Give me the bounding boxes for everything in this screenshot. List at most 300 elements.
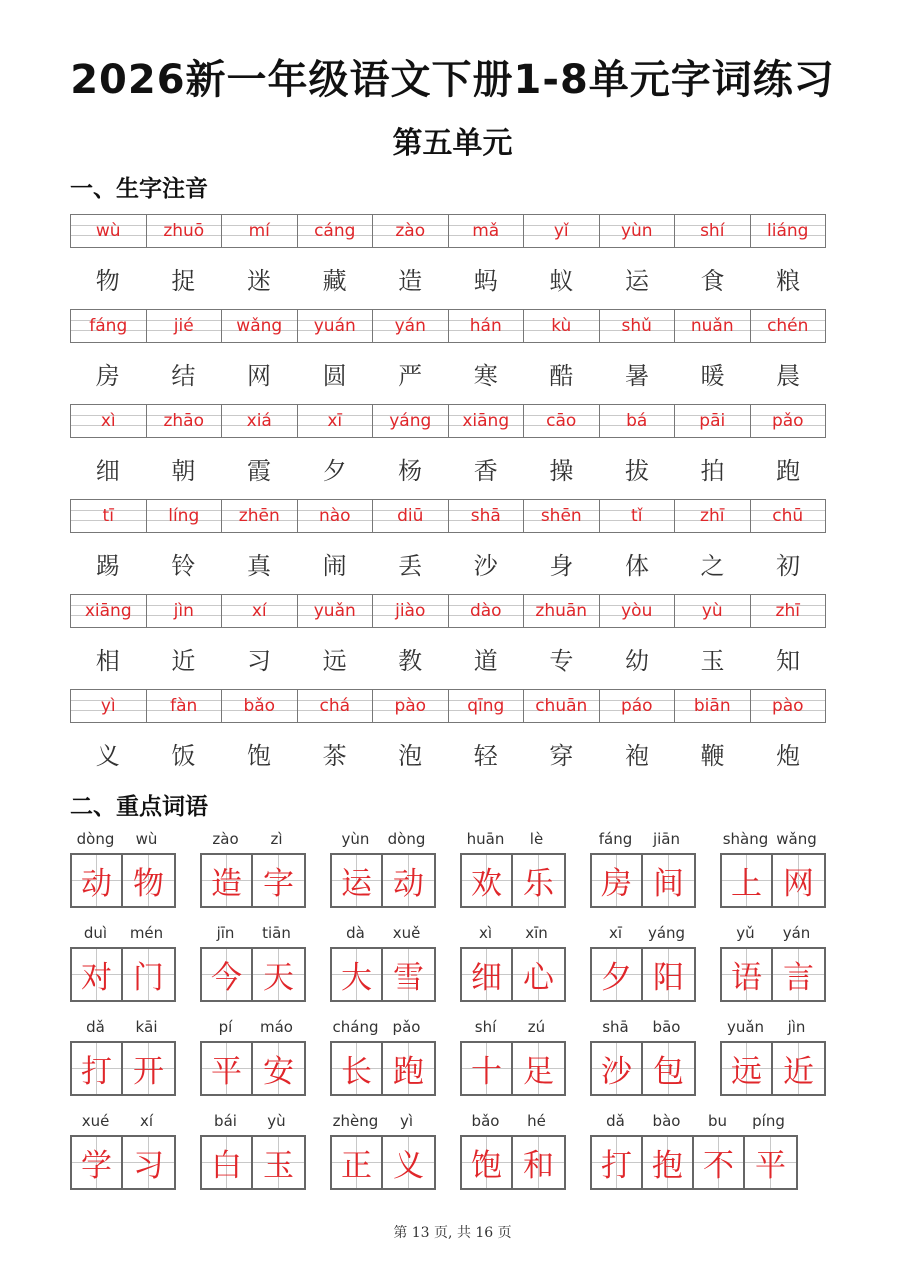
- word-item: [590, 924, 696, 1002]
- character-cell: 之: [700, 552, 725, 580]
- character-cell: 操: [549, 457, 574, 485]
- pinyin-cell: xiāng: [449, 405, 525, 437]
- word-pinyin-syllable: yù: [267, 1112, 286, 1130]
- pinyin-cell: pào: [771, 696, 804, 716]
- tian-grid-box: [200, 947, 306, 1002]
- word-character: 和: [513, 1137, 564, 1188]
- word-item: [200, 924, 306, 1002]
- word-character: 长: [332, 1043, 383, 1094]
- word-character: 十: [462, 1043, 513, 1094]
- word-character: 跑: [383, 1043, 434, 1094]
- word-item: [330, 924, 436, 1002]
- character-cell: 造: [398, 267, 423, 295]
- word-item: [460, 830, 566, 908]
- character-cell: 泡: [398, 742, 423, 770]
- pinyin-cell: hán: [449, 310, 525, 342]
- word-item: [70, 1112, 176, 1190]
- pinyin-cell: chuān: [524, 690, 600, 722]
- word-item: [200, 1018, 306, 1096]
- word-character: 饱: [462, 1137, 513, 1188]
- pinyin-cell: biān: [675, 690, 751, 722]
- tian-grid-box: [330, 1041, 436, 1096]
- word-item: [590, 830, 696, 908]
- pinyin-cell: zào: [373, 215, 449, 247]
- word-pinyin: [590, 1112, 794, 1132]
- word-character: 抱: [643, 1137, 694, 1188]
- pinyin-cell: yì: [71, 690, 147, 722]
- pinyin-cell: bǎo: [222, 690, 298, 722]
- character-cell: 道: [473, 647, 498, 675]
- pinyin-cell: jié: [147, 310, 223, 342]
- pinyin-cell: mí: [222, 215, 298, 247]
- word-pinyin: [720, 830, 822, 850]
- pinyin-cell: kù: [524, 310, 600, 342]
- pinyin-cell: diū: [373, 500, 449, 532]
- word-character: 动: [72, 855, 123, 906]
- character-cell: 沙: [473, 552, 498, 580]
- character-row: [70, 628, 826, 689]
- pinyin-cell: yǐ: [524, 215, 600, 247]
- word-pinyin-syllable: bāo: [652, 1018, 681, 1036]
- word-character: 大: [332, 949, 383, 1000]
- word-pinyin-syllable: cháng: [332, 1018, 379, 1036]
- tian-grid-box: [460, 853, 566, 908]
- pinyin-cell: yuán: [298, 310, 374, 342]
- word-character: 动: [383, 855, 434, 906]
- character-cell: 教: [398, 647, 423, 675]
- word-pinyin-syllable: dòng: [76, 830, 115, 848]
- word-pinyin: [720, 1018, 822, 1038]
- word-pinyin: [460, 1112, 562, 1132]
- character-cell: 玉: [700, 647, 725, 675]
- character-cell: 闹: [322, 552, 347, 580]
- word-item: [720, 924, 826, 1002]
- character-row: [70, 248, 826, 309]
- tian-grid-box: [70, 1041, 176, 1096]
- word-pinyin-syllable: shí: [474, 1018, 497, 1036]
- character-cell: 义: [95, 742, 120, 770]
- word-pinyin-syllable: bǎo: [471, 1112, 500, 1130]
- pinyin-cell: tī: [71, 500, 147, 532]
- pinyin-cell: chū: [772, 506, 804, 526]
- word-pinyin-syllable: bái: [214, 1112, 237, 1130]
- word-pinyin-syllable: wǎng: [776, 830, 817, 848]
- character-cell: 专: [549, 647, 574, 675]
- character-cell: 炮: [776, 742, 801, 770]
- pinyin-cell: yáng: [373, 405, 449, 437]
- pinyin-cell: mǎ: [449, 215, 525, 247]
- word-pinyin-syllable: bào: [652, 1112, 681, 1130]
- pinyin-cell: pāi: [675, 405, 751, 437]
- character-cell: 运: [624, 267, 649, 295]
- word-pinyin-syllable: yáng: [647, 924, 686, 942]
- tian-grid-box: [720, 853, 826, 908]
- pinyin-cell: pǎo: [771, 411, 804, 431]
- word-character: 房: [592, 855, 643, 906]
- character-cell: 捉: [171, 267, 196, 295]
- character-cell: 穿: [549, 742, 574, 770]
- pinyin-cell: páo: [600, 690, 676, 722]
- word-pinyin: [200, 830, 302, 850]
- word-pinyin-syllable: dà: [346, 924, 365, 942]
- tian-grid-box: [590, 1135, 798, 1190]
- pinyin-cell: shēn: [524, 500, 600, 532]
- pinyin-cell: qīng: [449, 690, 525, 722]
- word-character: 近: [773, 1043, 824, 1094]
- word-character: 足: [513, 1043, 564, 1094]
- tian-grid-box: [460, 1135, 566, 1190]
- character-cell: 饭: [171, 742, 196, 770]
- word-pinyin-syllable: zì: [270, 830, 283, 848]
- word-character: 远: [722, 1043, 773, 1094]
- word-pinyin-syllable: dǎ: [86, 1018, 105, 1036]
- character-cell: 结: [171, 362, 196, 390]
- pinyin-cell: yùn: [600, 215, 676, 247]
- word-pinyin-syllable: mén: [129, 924, 164, 942]
- word-character: 今: [202, 949, 253, 1000]
- pinyin-cell: xì: [71, 405, 147, 437]
- character-cell: 粮: [776, 267, 801, 295]
- character-cell: 迷: [246, 267, 271, 295]
- word-item: [460, 1018, 566, 1096]
- pinyin-cell: jiào: [373, 595, 449, 627]
- pinyin-cell: zhī: [675, 500, 751, 532]
- word-item: [200, 830, 306, 908]
- word-item: [330, 1018, 436, 1096]
- pinyin-cell: shā: [449, 500, 525, 532]
- word-pinyin-syllable: bu: [707, 1112, 728, 1130]
- word-pinyin: [330, 1112, 432, 1132]
- pinyin-cell: tǐ: [600, 500, 676, 532]
- character-cell: 近: [171, 647, 196, 675]
- tian-grid-box: [590, 947, 696, 1002]
- word-character: 对: [72, 949, 123, 1000]
- pinyin-cell: yù: [675, 595, 751, 627]
- tian-grid-box: [330, 1135, 436, 1190]
- word-pinyin-syllable: jìn: [787, 1018, 806, 1036]
- section-heading-characters: 一、生字注音: [70, 176, 208, 202]
- tian-grid-box: [720, 947, 826, 1002]
- tian-grid-box: [330, 947, 436, 1002]
- character-cell: 铃: [171, 552, 196, 580]
- word-character: 安: [253, 1043, 304, 1094]
- word-pinyin-syllable: xī: [608, 924, 623, 942]
- pinyin-cell: chén: [767, 316, 809, 336]
- word-character: 沙: [592, 1043, 643, 1094]
- word-pinyin-syllable: tiān: [262, 924, 291, 942]
- word-pinyin-syllable: lè: [529, 830, 544, 848]
- word-pinyin-syllable: fáng: [598, 830, 633, 848]
- word-character: 门: [123, 949, 174, 1000]
- tian-grid-box: [70, 1135, 176, 1190]
- word-character: 阳: [643, 949, 694, 1000]
- pinyin-cell: bá: [600, 405, 676, 437]
- word-pinyin-syllable: yì: [399, 1112, 414, 1130]
- character-cell: 蚂: [473, 267, 498, 295]
- word-pinyin-syllable: yùn: [341, 830, 370, 848]
- word-pinyin: [330, 924, 432, 944]
- word-pinyin-syllable: huān: [466, 830, 505, 848]
- word-character: 物: [123, 855, 174, 906]
- character-cell: 踢: [95, 552, 120, 580]
- word-pinyin-syllable: wù: [135, 830, 158, 848]
- word-character: 上: [722, 855, 773, 906]
- word-pinyin: [330, 1018, 432, 1038]
- word-pinyin-syllable: xué: [81, 1112, 110, 1130]
- word-pinyin-syllable: kāi: [135, 1018, 158, 1036]
- word-character: 打: [72, 1043, 123, 1094]
- word-pinyin-syllable: xīn: [525, 924, 548, 942]
- word-pinyin: [590, 1018, 692, 1038]
- word-pinyin-syllable: shàng: [722, 830, 769, 848]
- tian-grid-box: [460, 1041, 566, 1096]
- word-pinyin: [70, 924, 172, 944]
- pinyin-cell: zhēn: [222, 500, 298, 532]
- word-pinyin-syllable: duì: [83, 924, 108, 942]
- word-pinyin-syllable: zhèng: [332, 1112, 379, 1130]
- word-character: 间: [643, 855, 694, 906]
- character-cell: 真: [246, 552, 271, 580]
- character-cell: 饱: [246, 742, 271, 770]
- character-cell: 暑: [624, 362, 649, 390]
- character-cell: 初: [776, 552, 801, 580]
- word-pinyin-syllable: xuě: [392, 924, 421, 942]
- character-cell: 身: [549, 552, 574, 580]
- word-pinyin-syllable: xì: [478, 924, 493, 942]
- pinyin-cell: cāo: [524, 405, 600, 437]
- word-pinyin-syllable: dòng: [387, 830, 426, 848]
- word-item: [720, 830, 826, 908]
- character-cell: 藏: [322, 267, 347, 295]
- character-cell: 丢: [398, 552, 423, 580]
- word-item: [200, 1112, 306, 1190]
- pinyin-cell: líng: [147, 500, 223, 532]
- character-cell: 袍: [624, 742, 649, 770]
- character-cell: 跑: [776, 457, 801, 485]
- character-cell: 酷: [549, 362, 574, 390]
- character-cell: 轻: [473, 742, 498, 770]
- word-pinyin-syllable: zào: [212, 830, 239, 848]
- word-character: 语: [722, 949, 773, 1000]
- character-cell: 体: [624, 552, 649, 580]
- word-pinyin: [460, 1018, 562, 1038]
- word-pinyin-syllable: yǔ: [736, 924, 755, 942]
- word-character: 字: [253, 855, 304, 906]
- character-row: [70, 723, 826, 784]
- key-words-grid: [70, 830, 850, 1210]
- word-pinyin-syllable: xí: [139, 1112, 154, 1130]
- character-cell: 拔: [624, 457, 649, 485]
- word-item: [70, 830, 176, 908]
- word-item: [590, 1018, 696, 1096]
- character-pinyin-chart: [70, 214, 826, 784]
- word-character: 打: [592, 1137, 643, 1188]
- word-character: 义: [383, 1137, 434, 1188]
- pinyin-row: [70, 214, 826, 248]
- character-cell: 食: [700, 267, 725, 295]
- tian-grid-box: [330, 853, 436, 908]
- pinyin-cell: pào: [373, 690, 449, 722]
- word-pinyin-syllable: shā: [602, 1018, 629, 1036]
- character-cell: 暖: [700, 362, 725, 390]
- pinyin-cell: fáng: [71, 310, 147, 342]
- word-character: 开: [123, 1043, 174, 1094]
- character-cell: 远: [322, 647, 347, 675]
- tian-grid-box: [590, 1041, 696, 1096]
- tian-grid-box: [70, 947, 176, 1002]
- word-pinyin: [200, 1112, 302, 1132]
- word-pinyin: [460, 830, 562, 850]
- word-pinyin-syllable: máo: [260, 1018, 293, 1036]
- word-pinyin-syllable: pí: [218, 1018, 233, 1036]
- word-pinyin: [590, 830, 692, 850]
- tian-grid-box: [200, 853, 306, 908]
- pinyin-cell: jìn: [147, 595, 223, 627]
- word-character: 言: [773, 949, 824, 1000]
- character-cell: 拍: [700, 457, 725, 485]
- pinyin-cell: wù: [71, 215, 147, 247]
- word-character: 运: [332, 855, 383, 906]
- character-cell: 朝: [171, 457, 196, 485]
- pinyin-cell: cáng: [298, 215, 374, 247]
- word-pinyin-syllable: jīn: [216, 924, 235, 942]
- character-cell: 茶: [322, 742, 347, 770]
- section-heading-key-words: 二、重点词语: [70, 794, 208, 820]
- character-cell: 细: [95, 457, 120, 485]
- tian-grid-box: [590, 853, 696, 908]
- word-character: 心: [513, 949, 564, 1000]
- word-character: 正: [332, 1137, 383, 1188]
- page-footer: 第 13 页, 共 16 页: [393, 1225, 512, 1241]
- pinyin-cell: yòu: [600, 595, 676, 627]
- pinyin-cell: chá: [298, 690, 374, 722]
- character-cell: 圆: [322, 362, 347, 390]
- word-item: [70, 924, 176, 1002]
- page-title: 2026新一年级语文下册1-8单元字词练习: [70, 57, 835, 103]
- word-pinyin-syllable: hé: [527, 1112, 546, 1130]
- word-character: 天: [253, 949, 304, 1000]
- character-cell: 严: [398, 362, 423, 390]
- word-pinyin: [200, 924, 302, 944]
- pinyin-cell: zhī: [775, 601, 800, 621]
- word-character: 平: [202, 1043, 253, 1094]
- pinyin-cell: liáng: [767, 221, 809, 241]
- word-pinyin-syllable: pǎo: [392, 1018, 421, 1036]
- word-character: 白: [202, 1137, 253, 1188]
- pinyin-cell: xiāng: [71, 595, 147, 627]
- character-cell: 相: [95, 647, 120, 675]
- word-item: [460, 1112, 566, 1190]
- pinyin-cell: dào: [449, 595, 525, 627]
- pinyin-cell: yán: [373, 310, 449, 342]
- pinyin-row: [70, 594, 826, 628]
- character-cell: 晨: [776, 362, 801, 390]
- word-character: 细: [462, 949, 513, 1000]
- word-pinyin-syllable: zú: [527, 1018, 546, 1036]
- character-cell: 香: [473, 457, 498, 485]
- word-pinyin: [70, 830, 172, 850]
- word-character: 雪: [383, 949, 434, 1000]
- character-cell: 寒: [473, 362, 498, 390]
- word-pinyin: [70, 1018, 172, 1038]
- pinyin-row: [70, 404, 826, 438]
- pinyin-cell: fàn: [147, 690, 223, 722]
- word-character: 造: [202, 855, 253, 906]
- character-cell: 鞭: [700, 742, 725, 770]
- word-character: 平: [745, 1137, 796, 1188]
- pinyin-row: [70, 499, 826, 533]
- pinyin-cell: xī: [298, 405, 374, 437]
- word-item: [70, 1018, 176, 1096]
- tian-grid-box: [720, 1041, 826, 1096]
- pinyin-cell: zhāo: [147, 405, 223, 437]
- pinyin-cell: xí: [222, 595, 298, 627]
- word-pinyin-syllable: yuǎn: [726, 1018, 765, 1036]
- word-character: 夕: [592, 949, 643, 1000]
- pinyin-cell: zhuān: [524, 595, 600, 627]
- pinyin-cell: shí: [675, 215, 751, 247]
- word-item: [720, 1018, 826, 1096]
- character-row: [70, 343, 826, 404]
- word-pinyin-syllable: jiān: [652, 830, 681, 848]
- word-pinyin: [720, 924, 822, 944]
- word-character: 乐: [513, 855, 564, 906]
- character-cell: 蚁: [549, 267, 574, 295]
- character-cell: 物: [95, 267, 120, 295]
- character-cell: 房: [95, 362, 120, 390]
- word-character: 网: [773, 855, 824, 906]
- character-cell: 知: [776, 647, 801, 675]
- pinyin-row: [70, 309, 826, 343]
- word-character: 不: [694, 1137, 745, 1188]
- character-cell: 习: [246, 647, 271, 675]
- word-character: 玉: [253, 1137, 304, 1188]
- pinyin-cell: nào: [298, 500, 374, 532]
- word-pinyin: [70, 1112, 172, 1132]
- word-character: 欢: [462, 855, 513, 906]
- word-pinyin-syllable: yán: [782, 924, 811, 942]
- word-pinyin-syllable: píng: [752, 1112, 785, 1130]
- pinyin-cell: wǎng: [222, 310, 298, 342]
- tian-grid-box: [70, 853, 176, 908]
- character-cell: 幼: [624, 647, 649, 675]
- word-item: [460, 924, 566, 1002]
- character-cell: 夕: [322, 457, 347, 485]
- word-pinyin: [460, 924, 562, 944]
- pinyin-cell: zhuō: [147, 215, 223, 247]
- word-pinyin: [590, 924, 692, 944]
- pinyin-cell: yuǎn: [298, 595, 374, 627]
- pinyin-cell: nuǎn: [675, 310, 751, 342]
- word-item: [330, 1112, 436, 1190]
- tian-grid-box: [200, 1041, 306, 1096]
- unit-title: 第五单元: [392, 126, 513, 161]
- pinyin-cell: shǔ: [600, 310, 676, 342]
- word-item: [590, 1112, 798, 1190]
- tian-grid-box: [200, 1135, 306, 1190]
- word-pinyin-syllable: dǎ: [606, 1112, 625, 1130]
- character-cell: 网: [246, 362, 271, 390]
- pinyin-row: [70, 689, 826, 723]
- word-pinyin: [200, 1018, 302, 1038]
- character-row: [70, 438, 826, 499]
- word-pinyin: [330, 830, 432, 850]
- word-item: [330, 830, 436, 908]
- pinyin-cell: xiá: [222, 405, 298, 437]
- word-character: 学: [72, 1137, 123, 1188]
- character-cell: 杨: [398, 457, 423, 485]
- character-row: [70, 533, 826, 594]
